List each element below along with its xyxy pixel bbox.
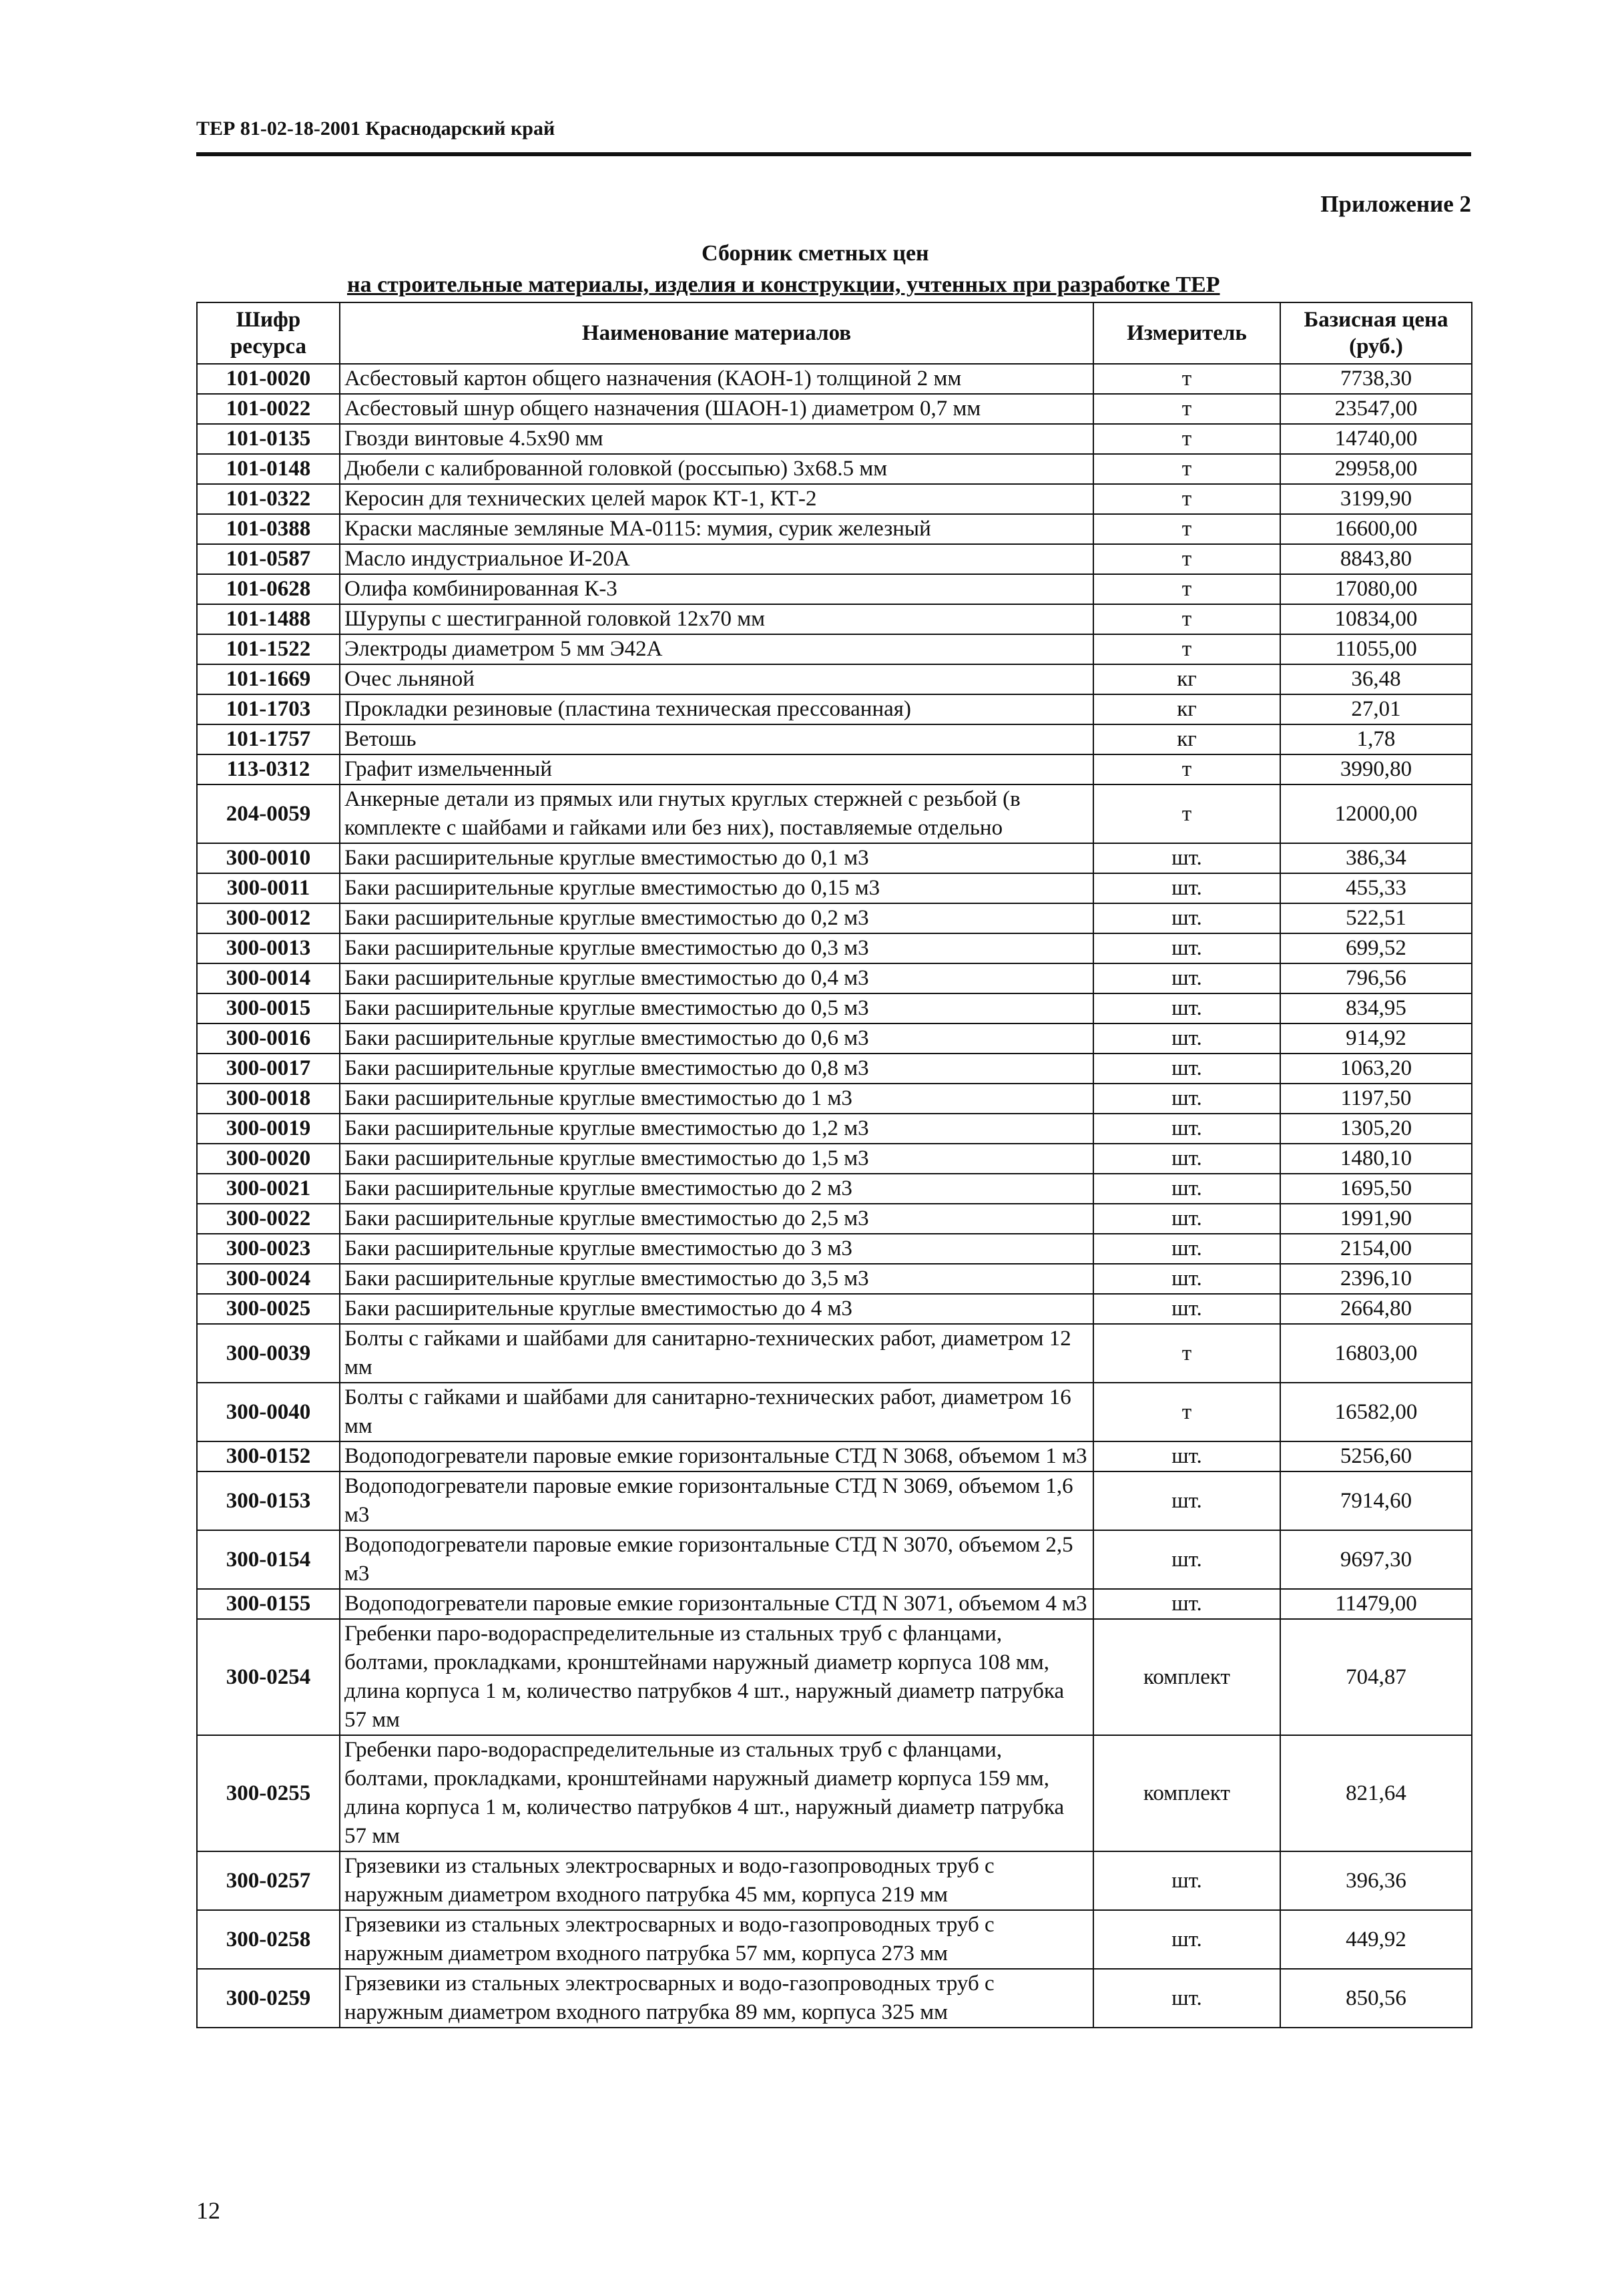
cell-name: Асбестовый картон общего назначения (КАОН-1) толщиной 2 мм <box>340 364 1093 394</box>
cell-code: 300-0017 <box>197 1054 340 1084</box>
table-body <box>197 364 1472 2028</box>
cell-unit: шт. <box>1093 1144 1280 1174</box>
cell-code: 101-1488 <box>197 604 340 634</box>
table-row <box>197 1910 1472 1969</box>
table-row <box>197 784 1472 843</box>
table-row <box>197 1054 1472 1084</box>
table-row <box>197 1969 1472 2028</box>
collection-subtitle: на строительные материалы, изделия и конструкции, учтенных при разработке ТЕР <box>347 272 1220 297</box>
cell-price: 1197,50 <box>1280 1084 1472 1114</box>
cell-unit: т <box>1093 514 1280 544</box>
table-row <box>197 1441 1472 1471</box>
table-row <box>197 694 1472 724</box>
cell-unit: шт. <box>1093 963 1280 993</box>
cell-price: 12000,00 <box>1280 784 1472 843</box>
cell-price: 2664,80 <box>1280 1294 1472 1324</box>
cell-name: Очес льняной <box>340 664 1093 694</box>
cell-unit: т <box>1093 394 1280 424</box>
cell-name: Баки расширительные круглые вместимостью до 1,2 м3 <box>340 1114 1093 1144</box>
table-row <box>197 873 1472 903</box>
table-row <box>197 364 1472 394</box>
cell-code: 113-0312 <box>197 754 340 784</box>
cell-code: 300-0019 <box>197 1114 340 1144</box>
cell-name: Водоподогреватели паровые емкие горизонтальные СТД N 3069, объемом 1,6 м3 <box>340 1471 1093 1530</box>
cell-price: 9697,30 <box>1280 1530 1472 1589</box>
cell-unit: т <box>1093 634 1280 664</box>
table-row <box>197 1023 1472 1054</box>
cell-price: 16582,00 <box>1280 1383 1472 1441</box>
cell-unit: шт. <box>1093 1530 1280 1589</box>
cell-price: 29958,00 <box>1280 454 1472 484</box>
cell-code: 300-0018 <box>197 1084 340 1114</box>
cell-code: 300-0259 <box>197 1969 340 2028</box>
cell-code: 300-0012 <box>197 903 340 933</box>
cell-price: 455,33 <box>1280 873 1472 903</box>
cell-price: 16803,00 <box>1280 1324 1472 1383</box>
cell-price: 11479,00 <box>1280 1589 1472 1619</box>
table-row <box>197 544 1472 574</box>
cell-unit: комплект <box>1093 1735 1280 1851</box>
cell-unit: шт. <box>1093 933 1280 963</box>
table-row <box>197 724 1472 754</box>
page-number: 12 <box>196 2197 220 2224</box>
cell-unit: шт. <box>1093 1023 1280 1054</box>
cell-unit: шт. <box>1093 873 1280 903</box>
cell-unit: шт. <box>1093 903 1280 933</box>
cell-name: Анкерные детали из прямых или гнутых круглых стержней с резьбой (в комплекте с шайбами и гайками или без них), поставляемые отдельно <box>340 784 1093 843</box>
cell-name: Баки расширительные круглые вместимостью до 3,5 м3 <box>340 1264 1093 1294</box>
cell-name: Прокладки резиновые (пластина техническая прессованная) <box>340 694 1093 724</box>
cell-unit: кг <box>1093 664 1280 694</box>
cell-unit: т <box>1093 784 1280 843</box>
table-row <box>197 514 1472 544</box>
cell-unit: шт. <box>1093 1441 1280 1471</box>
table-row <box>197 1234 1472 1264</box>
cell-code: 300-0010 <box>197 843 340 873</box>
cell-name: Шурупы с шестигранной головкой 12х70 мм <box>340 604 1093 634</box>
cell-price: 834,95 <box>1280 993 1472 1023</box>
appendix-label: Приложение 2 <box>1320 191 1471 217</box>
cell-name: Баки расширительные круглые вместимостью до 0,1 м3 <box>340 843 1093 873</box>
cell-code: 101-0148 <box>197 454 340 484</box>
cell-unit: т <box>1093 544 1280 574</box>
table-row <box>197 933 1472 963</box>
cell-code: 300-0025 <box>197 1294 340 1324</box>
cell-name: Краски масляные земляные МА-0115: мумия, сурик железный <box>340 514 1093 544</box>
table-row <box>197 1204 1472 1234</box>
table-row <box>197 843 1472 873</box>
table-row <box>197 604 1472 634</box>
cell-code: 101-1703 <box>197 694 340 724</box>
table-row <box>197 1471 1472 1530</box>
cell-code: 300-0013 <box>197 933 340 963</box>
cell-name: Гребенки паро-водораспределительные из стальных труб с фланцами, болтами, прокладками, кронштейнами наружный диаметр корпуса 108 мм, длина корпуса 1 м, количество патрубков 4 шт., наружный диаметр патрубка 57 мм <box>340 1619 1093 1735</box>
cell-price: 850,56 <box>1280 1969 1472 2028</box>
cell-code: 300-0023 <box>197 1234 340 1264</box>
cell-name: Грязевики из стальных электросварных и водо-газопроводных труб с наружным диаметром входного патрубка 89 мм, корпуса 325 мм <box>340 1969 1093 2028</box>
table-row <box>197 664 1472 694</box>
cell-name: Баки расширительные круглые вместимостью до 0,6 м3 <box>340 1023 1093 1054</box>
cell-code: 300-0154 <box>197 1530 340 1589</box>
table-row <box>197 1851 1472 1910</box>
table-row <box>197 1294 1472 1324</box>
table-row <box>197 1174 1472 1204</box>
price-table <box>196 302 1472 2028</box>
cell-code: 300-0015 <box>197 993 340 1023</box>
table-row <box>197 1619 1472 1735</box>
cell-name: Асбестовый шнур общего назначения (ШАОН-1) диаметром 0,7 мм <box>340 394 1093 424</box>
cell-name: Гребенки паро-водораспределительные из стальных труб с фланцами, болтами, прокладками, кронштейнами наружный диаметр корпуса 159 мм, длина корпуса 1 м, количество патрубков 4 шт., наружный диаметр патрубка 57 мм <box>340 1735 1093 1851</box>
cell-price: 1305,20 <box>1280 1114 1472 1144</box>
cell-price: 16600,00 <box>1280 514 1472 544</box>
cell-code: 300-0155 <box>197 1589 340 1619</box>
cell-unit: т <box>1093 1383 1280 1441</box>
cell-name: Водоподогреватели паровые емкие горизонтальные СТД N 3068, объемом 1 м3 <box>340 1441 1093 1471</box>
cell-code: 101-1522 <box>197 634 340 664</box>
cell-price: 5256,60 <box>1280 1441 1472 1471</box>
table-row <box>197 1084 1472 1114</box>
cell-code: 101-0388 <box>197 514 340 544</box>
cell-unit: т <box>1093 1324 1280 1383</box>
cell-code: 300-0255 <box>197 1735 340 1851</box>
cell-unit: шт. <box>1093 1969 1280 2028</box>
cell-price: 821,64 <box>1280 1735 1472 1851</box>
cell-code: 101-0587 <box>197 544 340 574</box>
table-row <box>197 574 1472 604</box>
cell-price: 2154,00 <box>1280 1234 1472 1264</box>
cell-code: 204-0059 <box>197 784 340 843</box>
cell-code: 300-0153 <box>197 1471 340 1530</box>
cell-name: Баки расширительные круглые вместимостью до 1,5 м3 <box>340 1144 1093 1174</box>
cell-price: 14740,00 <box>1280 424 1472 454</box>
cell-code: 300-0024 <box>197 1264 340 1294</box>
cell-name: Баки расширительные круглые вместимостью до 0,3 м3 <box>340 933 1093 963</box>
cell-code: 300-0016 <box>197 1023 340 1054</box>
cell-code: 300-0254 <box>197 1619 340 1735</box>
cell-unit: шт. <box>1093 1114 1280 1144</box>
cell-price: 3199,90 <box>1280 484 1472 514</box>
table-row <box>197 1589 1472 1619</box>
cell-price: 27,01 <box>1280 694 1472 724</box>
table-row <box>197 424 1472 454</box>
cell-code: 101-0322 <box>197 484 340 514</box>
cell-code: 101-1669 <box>197 664 340 694</box>
cell-unit: шт. <box>1093 1910 1280 1969</box>
cell-price: 7914,60 <box>1280 1471 1472 1530</box>
cell-name: Водоподогреватели паровые емкие горизонтальные СТД N 3070, объемом 2,5 м3 <box>340 1530 1093 1589</box>
cell-name: Дюбели с калиброванной головкой (россыпью) 3х68.5 мм <box>340 454 1093 484</box>
cell-unit: шт. <box>1093 1204 1280 1234</box>
table-row <box>197 1264 1472 1294</box>
table-row <box>197 963 1472 993</box>
cell-unit: т <box>1093 574 1280 604</box>
cell-code: 101-0020 <box>197 364 340 394</box>
cell-name: Баки расширительные круглые вместимостью до 2 м3 <box>340 1174 1093 1204</box>
cell-price: 1695,50 <box>1280 1174 1472 1204</box>
cell-name: Ветошь <box>340 724 1093 754</box>
cell-unit: т <box>1093 754 1280 784</box>
cell-unit: шт. <box>1093 993 1280 1023</box>
collection-title: Сборник сметных цен <box>702 241 929 266</box>
cell-price: 11055,00 <box>1280 634 1472 664</box>
cell-code: 101-0022 <box>197 394 340 424</box>
cell-name: Баки расширительные круглые вместимостью до 0,2 м3 <box>340 903 1093 933</box>
table-row <box>197 1324 1472 1383</box>
cell-name: Баки расширительные круглые вместимостью до 1 м3 <box>340 1084 1093 1114</box>
table-row <box>197 754 1472 784</box>
column-header-name: Наименование материалов <box>340 302 1093 364</box>
cell-name: Баки расширительные круглые вместимостью до 0,8 м3 <box>340 1054 1093 1084</box>
cell-unit: т <box>1093 484 1280 514</box>
cell-price: 699,52 <box>1280 933 1472 963</box>
table-row <box>197 903 1472 933</box>
cell-price: 449,92 <box>1280 1910 1472 1969</box>
header-rule <box>196 152 1471 156</box>
cell-code: 300-0257 <box>197 1851 340 1910</box>
table-row <box>197 484 1472 514</box>
cell-unit: шт. <box>1093 1471 1280 1530</box>
cell-price: 522,51 <box>1280 903 1472 933</box>
table-row <box>197 1144 1472 1174</box>
cell-code: 300-0020 <box>197 1144 340 1174</box>
table-header-row <box>197 302 1472 364</box>
cell-code: 300-0039 <box>197 1324 340 1383</box>
cell-price: 10834,00 <box>1280 604 1472 634</box>
cell-code: 300-0022 <box>197 1204 340 1234</box>
table-row <box>197 993 1472 1023</box>
cell-name: Олифа комбинированная К-3 <box>340 574 1093 604</box>
cell-unit: шт. <box>1093 843 1280 873</box>
table-row <box>197 1530 1472 1589</box>
cell-code: 300-0011 <box>197 873 340 903</box>
cell-name: Масло индустриальное И-20А <box>340 544 1093 574</box>
cell-price: 704,87 <box>1280 1619 1472 1735</box>
table-row <box>197 1114 1472 1144</box>
cell-price: 1,78 <box>1280 724 1472 754</box>
cell-name: Баки расширительные круглые вместимостью до 0,5 м3 <box>340 993 1093 1023</box>
cell-name: Грязевики из стальных электросварных и водо-газопроводных труб с наружным диаметром входного патрубка 45 мм, корпуса 219 мм <box>340 1851 1093 1910</box>
cell-name: Баки расширительные круглые вместимостью до 4 м3 <box>340 1294 1093 1324</box>
cell-price: 2396,10 <box>1280 1264 1472 1294</box>
cell-name: Керосин для технических целей марок КТ-1, КТ-2 <box>340 484 1093 514</box>
cell-name: Гвозди винтовые 4.5х90 мм <box>340 424 1093 454</box>
cell-unit: шт. <box>1093 1174 1280 1204</box>
table-row <box>197 1383 1472 1441</box>
column-header-unit: Измеритель <box>1093 302 1280 364</box>
cell-price: 1480,10 <box>1280 1144 1472 1174</box>
table-row <box>197 454 1472 484</box>
cell-code: 101-1757 <box>197 724 340 754</box>
cell-code: 300-0014 <box>197 963 340 993</box>
cell-price: 36,48 <box>1280 664 1472 694</box>
column-header-price: Базисная цена (руб.) <box>1280 302 1472 364</box>
cell-name: Графит измельченный <box>340 754 1093 784</box>
cell-price: 1063,20 <box>1280 1054 1472 1084</box>
cell-price: 8843,80 <box>1280 544 1472 574</box>
cell-unit: шт. <box>1093 1084 1280 1114</box>
cell-price: 23547,00 <box>1280 394 1472 424</box>
cell-name: Баки расширительные круглые вместимостью до 3 м3 <box>340 1234 1093 1264</box>
cell-name: Баки расширительные круглые вместимостью до 2,5 м3 <box>340 1204 1093 1234</box>
cell-price: 914,92 <box>1280 1023 1472 1054</box>
cell-unit: т <box>1093 454 1280 484</box>
cell-price: 17080,00 <box>1280 574 1472 604</box>
cell-name: Баки расширительные круглые вместимостью до 0,15 м3 <box>340 873 1093 903</box>
cell-name: Болты с гайками и шайбами для санитарно-технических работ, диаметром 16 мм <box>340 1383 1093 1441</box>
cell-price: 796,56 <box>1280 963 1472 993</box>
column-header-code: Шифр ресурса <box>197 302 340 364</box>
cell-price: 1991,90 <box>1280 1204 1472 1234</box>
cell-unit: шт. <box>1093 1234 1280 1264</box>
cell-unit: кг <box>1093 724 1280 754</box>
cell-unit: шт. <box>1093 1264 1280 1294</box>
cell-name: Болты с гайками и шайбами для санитарно-технических работ, диаметром 12 мм <box>340 1324 1093 1383</box>
cell-unit: т <box>1093 364 1280 394</box>
cell-code: 300-0258 <box>197 1910 340 1969</box>
cell-price: 3990,80 <box>1280 754 1472 784</box>
table-row <box>197 634 1472 664</box>
cell-name: Баки расширительные круглые вместимостью до 0,4 м3 <box>340 963 1093 993</box>
cell-unit: комплект <box>1093 1619 1280 1735</box>
cell-unit: т <box>1093 424 1280 454</box>
cell-code: 300-0021 <box>197 1174 340 1204</box>
cell-name: Грязевики из стальных электросварных и водо-газопроводных труб с наружным диаметром входного патрубка 57 мм, корпуса 273 мм <box>340 1910 1093 1969</box>
cell-unit: шт. <box>1093 1589 1280 1619</box>
cell-unit: шт. <box>1093 1851 1280 1910</box>
cell-name: Электроды диаметром 5 мм Э42А <box>340 634 1093 664</box>
cell-unit: т <box>1093 604 1280 634</box>
cell-price: 396,36 <box>1280 1851 1472 1910</box>
table-row <box>197 1735 1472 1851</box>
table-row <box>197 394 1472 424</box>
cell-unit: кг <box>1093 694 1280 724</box>
document-header: ТЕР 81-02-18-2001 Краснодарский край <box>196 118 555 140</box>
cell-name: Водоподогреватели паровые емкие горизонтальные СТД N 3071, объемом 4 м3 <box>340 1589 1093 1619</box>
cell-code: 300-0152 <box>197 1441 340 1471</box>
cell-unit: шт. <box>1093 1054 1280 1084</box>
cell-code: 101-0628 <box>197 574 340 604</box>
cell-price: 386,34 <box>1280 843 1472 873</box>
cell-price: 7738,30 <box>1280 364 1472 394</box>
cell-code: 300-0040 <box>197 1383 340 1441</box>
cell-unit: шт. <box>1093 1294 1280 1324</box>
cell-code: 101-0135 <box>197 424 340 454</box>
